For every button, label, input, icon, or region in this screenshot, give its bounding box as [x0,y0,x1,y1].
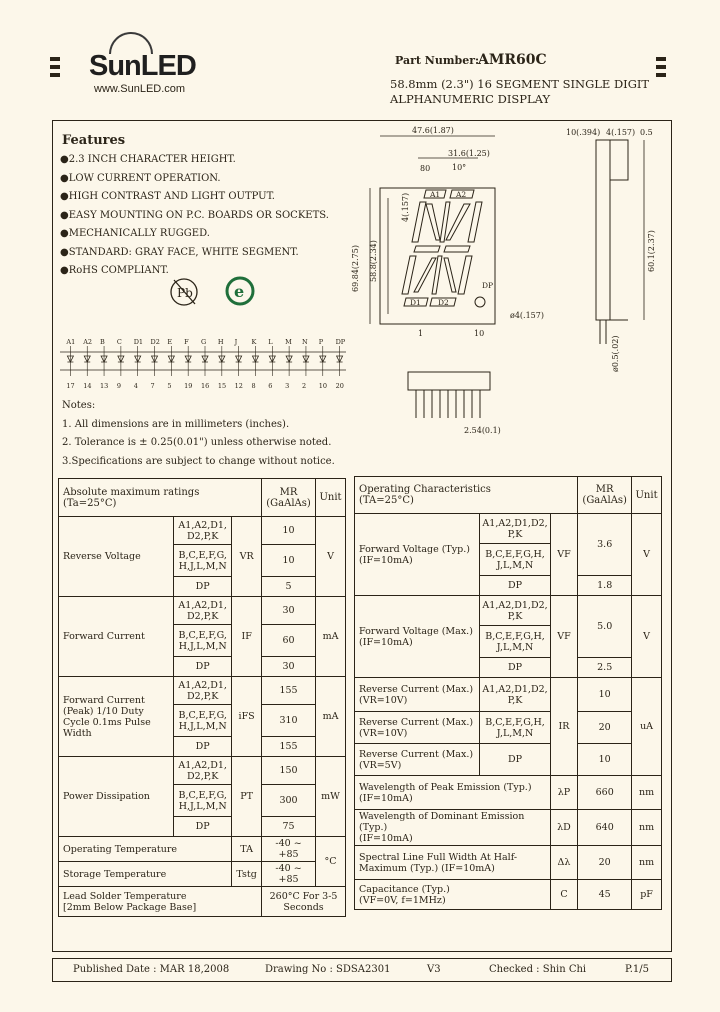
dim-height-inner: 58.8(2.34) [369,240,378,282]
abs-mr-sub: (GaAlAs) [266,497,311,509]
op-fv-max-line-1: Forward Voltage (Max.) [359,625,473,637]
footer-page: P.1/5 [625,964,649,975]
part-number: AMR60C [478,52,547,68]
circuit-segment-label: B [100,338,105,346]
footer-version: V3 [427,964,441,975]
circuit-segment-label: P [318,338,324,346]
circuit-pin-number: 3 [285,382,290,390]
abs-seg-b: B,C,E,F,G, H,J,L,M,N [174,545,232,577]
pb-text: Pb [177,286,193,300]
part-number-label: Part Number: [395,54,480,67]
abs-val: 155 [262,677,316,705]
op-wd-line-2: (IF=10mA) [359,833,413,844]
circuit-pin-number: 5 [167,382,172,390]
op-rc-2-line-1: Reverse Current (Max.) [359,716,474,728]
circuit-pin-number: 14 [83,382,92,390]
circuit-segment-label: L [268,338,273,346]
abs-val: 300 [262,785,316,817]
op-unit-header: Unit [632,477,662,514]
op-sl-val: 20 [578,846,632,880]
compliance-badges [160,270,270,320]
circuit-pin-number: 10 [318,382,328,390]
circuit-segment-label: D2 [150,338,160,346]
op-ir-val: 10 [578,744,632,776]
abs-param: Forward Current (Peak) 1/10 Duty Cycle 0.1ms Pulse Width [59,677,174,757]
op-volt-unit: V [632,596,662,678]
circuit-segment-label: K [251,338,257,346]
feature-item: ●EASY MOUNTING ON P.C. BOARDS OR SOCKETS. [60,209,329,221]
abs-seg-a: A1,A2,D1, D2,P,K [174,597,232,625]
circuit-pin-number: 19 [184,382,193,390]
op-ir-val: 10 [578,678,632,712]
footer-drawing: Drawing No : SDSA2301 [265,964,391,975]
left-mark-2 [50,65,60,69]
op-wp-val: 660 [578,776,632,810]
op-cap-line-2: (VF=0V, f=1MHz) [359,894,446,906]
op-seg-dp: DP [480,744,550,776]
dim-left-small: 4(.157) [401,192,410,222]
abs-sym: VR [232,517,262,597]
op-vf-sym: VF [550,514,578,596]
op-wp-line-1: Wavelength of Peak Emission (Typ.) [359,781,532,793]
op-rc-1 [355,678,480,712]
footer-checked: Checked : Shin Chi [489,964,587,975]
op-seg-dp: DP [480,658,550,678]
op-vf-typ: 3.6 [578,514,632,576]
brand-url[interactable]: www.SunLED.com [94,83,186,95]
abs-seg-dp: DP [174,737,232,757]
abs-val: 310 [262,705,316,737]
right-mark-1 [656,57,666,61]
pin-last: 10 [474,329,485,338]
seg-d2: D2 [438,298,449,307]
abs-solder [59,887,262,917]
abs-val: 155 [262,737,316,757]
abs-solder-line-2: [2mm Below Package Base] [63,901,197,913]
circuit-segment-label: A2 [83,338,93,346]
op-fv-max-line-2: (IF=10mA) [359,636,413,648]
op-ir-val: 20 [578,712,632,744]
op-cap-line-1: Capacitance (Typ.) [359,883,450,895]
op-seg-b: B,C,E,F,G,H, J,L,M,N [480,544,550,576]
seg-a2: A2 [456,190,467,199]
notes-title: Notes: [62,400,96,411]
dim-side-top: 10(.394) [566,128,601,137]
abs-st-temp: Storage Temperature [59,862,232,887]
abs-seg-a: A1,A2,D1, D2,P,K [174,677,232,705]
op-rc-1-line-2: (VR=10V) [359,694,408,706]
notes-section [62,400,335,474]
op-sl-sym: Δλ [550,846,578,880]
brand-logo[interactable] [89,50,196,83]
abs-temp-unit: °C [316,837,346,887]
op-cap-unit: pF [632,880,662,910]
op-fv-typ [355,514,480,596]
footer-published: Published Date : MAR 18,2008 [73,964,230,975]
op-mr-sub: (GaAlAs) [582,495,627,506]
feature-item: ●2.3 INCH CHARACTER HEIGHT. [60,154,236,165]
circuit-segment-label: G [201,338,207,346]
op-fv-typ-line-1: Forward Voltage (Typ.) [359,543,470,555]
left-mark-3 [50,73,60,77]
op-title: Operating Characteristics [359,484,491,495]
op-volt-unit: V [632,514,662,596]
dim-dp-hole: ø4(.157) [510,311,544,320]
op-cap [355,880,551,910]
abs-seg-b: B,C,E,F,G, H,J,L,M,N [174,785,232,817]
op-wd-sym: λD [550,810,578,846]
op-sl-line-2: Maximum (Typ.) (IF=10mA) [359,862,495,874]
abs-seg-dp: DP [174,657,232,677]
abs-op-sym: TA [232,837,262,862]
pin-first: 1 [418,329,424,338]
op-rc-3 [355,744,480,776]
op-fv-typ-line-2: (IF=10mA) [359,554,413,566]
circuit-pin-number: 17 [66,382,75,390]
feature-item: ●MECHANICALLY RUGGED. [60,228,210,239]
op-cond: (TA=25°C) [359,495,414,506]
abs-st-val: -40 ~ +85 [262,862,316,887]
circuit-pin-number: 8 [251,382,256,390]
abs-unit: mA [316,597,346,677]
abs-sym: PT [232,757,262,837]
dim-width: 47.6(1.87) [412,126,454,135]
op-wp [355,776,551,810]
dim-angle-2: 80 [420,164,431,173]
circuit-segment-label: DP [335,338,346,346]
op-cap-val: 45 [578,880,632,910]
op-vf-max: 5.0 [578,596,632,658]
op-mr: MR [595,484,614,495]
dim-angle-1: 10° [452,163,467,172]
abs-sym: IF [232,597,262,677]
circuit-pin-number: 9 [116,382,122,390]
feature-item: ●STANDARD: GRAY FACE, WHITE SEGMENT. [60,246,299,258]
seg-dp: DP [482,281,494,290]
op-seg-dp: DP [480,576,550,596]
note-item: 2. Tolerance is ± 0.25(0.01") unless otherwise noted. [62,437,332,448]
rohs-e-icon [227,278,253,304]
abs-cond: (Ta=25°C) [63,497,117,509]
op-sl-line-1: Spectral Line Full Width At Half- [359,851,518,863]
op-fv-max [355,596,480,678]
abs-title: Absolute maximum ratings [63,486,200,498]
abs-val: 60 [262,625,316,657]
right-mark-2 [656,65,666,69]
circuit-segment-label: C [116,338,122,346]
circuit-pin-number: 15 [217,382,227,390]
circuit-segment-label: D1 [133,338,144,346]
op-seg-a: A1,A2,D1,D2, P,K [480,514,550,544]
feature-item: ●LOW CURRENT OPERATION. [60,172,221,184]
note-item: 1. All dimensions are in millimeters (inches). [62,418,290,430]
abs-unit: mW [316,757,346,837]
description-line-2: ALPHANUMERIC DISPLAY [390,92,551,106]
op-wd-val: 640 [578,810,632,846]
feature-item: ●HIGH CONTRAST AND LIGHT OUTPUT. [60,191,275,202]
abs-mr: MR [279,486,298,498]
op-rc-2-line-2: (VR=10V) [359,727,408,739]
op-nm-unit: nm [632,810,662,846]
circuit-segment-label: F [184,338,189,346]
left-mark-1 [50,57,60,61]
abs-solder-val: 260°C For 3-5 Seconds [262,887,346,917]
internal-circuit-diagram [56,330,356,392]
note-item: 3.Specifications are subject to change without notice. [62,455,335,467]
abs-seg-a: A1,A2,D1, D2,P,K [174,517,232,545]
circuit-segment-label: M [285,338,292,346]
op-seg-b: B,C,E,F,G,H, J,L,M,N [480,626,550,658]
op-header [355,477,578,514]
abs-unit: V [316,517,346,597]
circuit-pin-number: 2 [301,382,307,390]
op-seg-a: A1,A2,D1,D2, P,K [480,678,550,712]
abs-unit: mA [316,677,346,757]
abs-sym: iFS [232,677,262,757]
circuit-segment-label: H [217,338,224,346]
sixteen-segment-glyph [402,190,485,307]
circuit-pin-number: 6 [268,382,273,390]
document-footer [52,958,672,982]
circuit-pin-number: 20 [335,382,344,390]
sun-arc-icon [109,32,153,54]
dim-pin-len: ø0.5(.02) [611,335,620,372]
abs-seg-dp: DP [174,817,232,837]
op-nm-unit: nm [632,846,662,880]
op-vf-max-dp: 2.5 [578,658,632,678]
abs-val: 150 [262,757,316,785]
abs-seg-dp: DP [174,577,232,597]
brand-name: SunLED [89,50,196,82]
abs-val: 75 [262,817,316,837]
op-cap-sym: C [550,880,578,910]
abs-seg-b: B,C,E,F,G, H,J,L,M,N [174,625,232,657]
op-rc-3-line-1: Reverse Current (Max.) [359,748,474,760]
abs-val: 30 [262,597,316,625]
dim-side-top-3: 0.5 [640,128,653,137]
features-title: Features [62,133,126,148]
op-nm-unit: nm [632,776,662,810]
op-wp-line-2: (IF=10mA) [359,792,413,804]
feature-item: ●RoHS COMPLIANT. [60,265,169,276]
abs-seg-b: B,C,E,F,G, H,J,L,M,N [174,705,232,737]
circuit-segment-label: N [301,338,308,346]
op-vf-sym: VF [550,596,578,678]
op-ir-sym: IR [550,678,578,776]
seg-d1: D1 [410,298,421,307]
circuit-segment-label: A1 [66,338,76,346]
abs-solder-line-1: Lead Solder Temperature [63,890,187,902]
op-mr-header [578,477,632,514]
pin-row [416,390,480,418]
package-dimension-drawing [351,122,670,442]
op-rc-2 [355,712,480,744]
product-description [390,77,690,107]
description-line-1: 58.8mm (2.3") 16 SEGMENT SINGLE DIGIT [390,77,650,91]
circuit-pin-number: 16 [201,382,210,390]
circuit-pin-number: 7 [150,382,155,390]
abs-seg-a: A1,A2,D1, D2,P,K [174,757,232,785]
abs-param: Reverse Voltage [59,517,174,597]
pb-free-icon [171,279,197,305]
abs-param: Power Dissipation [59,757,174,837]
abs-mr-header [262,479,316,517]
dim-side-top-2: 4(.157) [606,128,636,137]
dim-height-outer: 69.84(2.75) [351,245,360,292]
abs-val: 30 [262,657,316,677]
abs-param: Forward Current [59,597,174,677]
op-seg-b: B,C,E,F,G,H, J,L,M,N [480,712,550,744]
dim-side-height: 60.1(2.37) [647,230,656,272]
op-wd-line-1: Wavelength of Dominant Emission (Typ.) [359,811,525,833]
op-wd [355,810,551,846]
circuit-pin-number: 13 [100,382,109,390]
abs-val: 10 [262,545,316,577]
abs-st-sym: Tstg [232,862,262,887]
op-rc-1-line-1: Reverse Current (Max.) [359,683,474,695]
operating-characteristics-table [354,476,662,910]
op-wp-sym: λP [550,776,578,810]
abs-val: 10 [262,517,316,545]
circuit-segment-label: E [167,338,173,346]
rohs-e-text: e [234,282,245,301]
op-rc-3-line-2: (VR=5V) [359,759,402,771]
abs-val: 5 [262,577,316,597]
op-sl [355,846,551,880]
op-ir-unit: uA [632,678,662,776]
abs-unit-header: Unit [316,479,346,517]
op-seg-a: A1,A2,D1,D2, P,K [480,596,550,626]
abs-header [59,479,262,517]
op-vf-typ-dp: 1.8 [578,576,632,596]
abs-op-val: -40 ~ +85 [262,837,316,862]
circuit-pin-number: 12 [234,382,243,390]
dim-inner: 31.6(1.25) [448,149,490,158]
abs-op-temp: Operating Temperature [59,837,232,862]
circuit-pin-number: 4 [133,382,138,390]
circuit-segment-label: J [234,338,238,346]
seg-a1: A1 [430,190,441,199]
features-list [60,154,329,284]
absolute-max-ratings-table [58,478,346,917]
dim-pitch: 2.54(0.1) [464,426,501,435]
